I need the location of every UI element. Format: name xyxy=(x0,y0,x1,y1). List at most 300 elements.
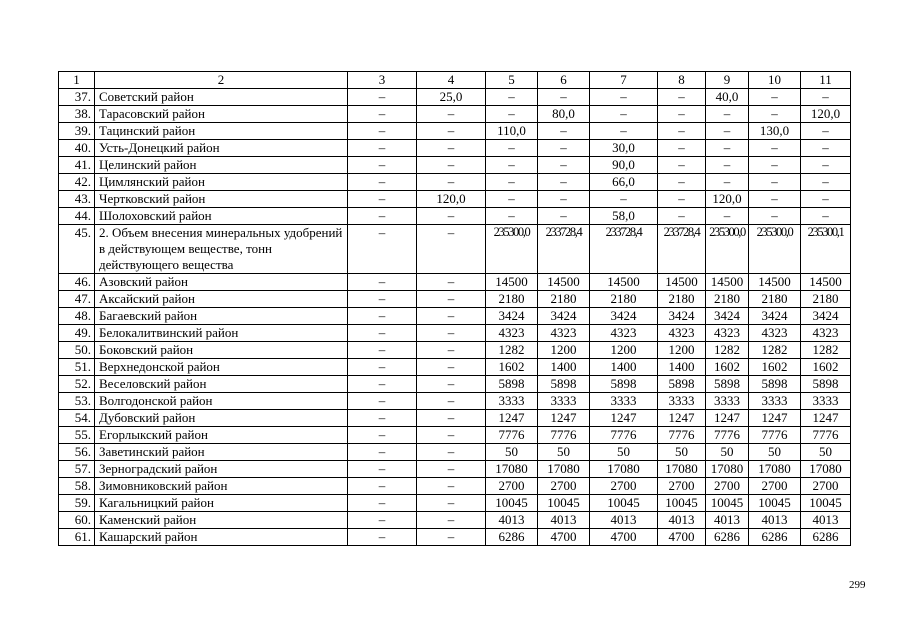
column-header: 7 xyxy=(590,72,658,89)
value-cell: 10045 xyxy=(590,495,658,512)
value-cell: 2700 xyxy=(658,478,706,495)
column-header: 6 xyxy=(538,72,590,89)
value-cell: 233728,4 xyxy=(538,225,590,274)
value-cell: – xyxy=(801,89,851,106)
value-cell: 4013 xyxy=(706,512,749,529)
value-cell: – xyxy=(749,191,801,208)
value-cell: 4700 xyxy=(590,529,658,546)
value-cell: 14500 xyxy=(590,274,658,291)
value-cell: 6286 xyxy=(706,529,749,546)
row-number: 56. xyxy=(59,444,95,461)
value-cell: 10045 xyxy=(706,495,749,512)
column-header: 8 xyxy=(658,72,706,89)
value-cell: 6286 xyxy=(801,529,851,546)
row-number: 45. xyxy=(59,225,95,274)
row-number: 48. xyxy=(59,308,95,325)
value-cell: 1247 xyxy=(706,410,749,427)
value-cell: – xyxy=(706,123,749,140)
value-cell: 50 xyxy=(706,444,749,461)
row-number: 40. xyxy=(59,140,95,157)
value-cell: 1200 xyxy=(590,342,658,359)
value-cell: – xyxy=(348,461,417,478)
value-cell: 17080 xyxy=(590,461,658,478)
row-number: 51. xyxy=(59,359,95,376)
value-cell: – xyxy=(417,359,486,376)
value-cell: – xyxy=(486,106,538,123)
value-cell: – xyxy=(801,123,851,140)
value-cell: – xyxy=(486,208,538,225)
district-name: Советский район xyxy=(95,89,348,106)
value-cell: 1400 xyxy=(538,359,590,376)
value-cell: 10045 xyxy=(538,495,590,512)
value-cell: 50 xyxy=(538,444,590,461)
value-cell: 50 xyxy=(749,444,801,461)
value-cell: 50 xyxy=(486,444,538,461)
value-cell: – xyxy=(417,393,486,410)
value-cell: 4323 xyxy=(801,325,851,342)
value-cell: 2180 xyxy=(590,291,658,308)
value-cell: – xyxy=(486,174,538,191)
district-name: Каменский район xyxy=(95,512,348,529)
value-cell: 1247 xyxy=(658,410,706,427)
table-row xyxy=(59,191,851,208)
value-cell: 3333 xyxy=(706,393,749,410)
value-cell: 1200 xyxy=(538,342,590,359)
value-cell: 3424 xyxy=(706,308,749,325)
table-row xyxy=(59,444,851,461)
value-cell: – xyxy=(801,174,851,191)
row-number: 55. xyxy=(59,427,95,444)
value-cell: 3424 xyxy=(658,308,706,325)
value-cell: – xyxy=(658,174,706,191)
table-row xyxy=(59,174,851,191)
value-cell: – xyxy=(538,123,590,140)
column-header: 1 xyxy=(59,72,95,89)
row-number: 41. xyxy=(59,157,95,174)
value-cell: – xyxy=(417,174,486,191)
value-cell: 7776 xyxy=(749,427,801,444)
value-cell: – xyxy=(348,376,417,393)
table-row xyxy=(59,225,851,274)
district-name: Цимлянский район xyxy=(95,174,348,191)
row-number: 52. xyxy=(59,376,95,393)
row-number: 37. xyxy=(59,89,95,106)
value-cell: 25,0 xyxy=(417,89,486,106)
value-cell: – xyxy=(348,191,417,208)
column-header: 4 xyxy=(417,72,486,89)
value-cell: – xyxy=(417,427,486,444)
district-name: Кашарский район xyxy=(95,529,348,546)
value-cell: 2700 xyxy=(538,478,590,495)
value-cell: – xyxy=(417,342,486,359)
value-cell: – xyxy=(348,427,417,444)
value-cell: – xyxy=(348,106,417,123)
district-name: Боковский район xyxy=(95,342,348,359)
value-cell: – xyxy=(538,208,590,225)
value-cell: – xyxy=(348,478,417,495)
value-cell: – xyxy=(417,274,486,291)
value-cell: 7776 xyxy=(706,427,749,444)
value-cell: – xyxy=(590,106,658,123)
value-cell: – xyxy=(706,140,749,157)
value-cell: – xyxy=(538,140,590,157)
value-cell: – xyxy=(538,89,590,106)
table-row xyxy=(59,529,851,546)
table-row xyxy=(59,291,851,308)
value-cell: 80,0 xyxy=(538,106,590,123)
value-cell: – xyxy=(486,140,538,157)
value-cell: 2700 xyxy=(749,478,801,495)
value-cell: – xyxy=(749,140,801,157)
value-cell: 7776 xyxy=(801,427,851,444)
value-cell: 3424 xyxy=(749,308,801,325)
value-cell: 40,0 xyxy=(706,89,749,106)
district-name: Целинский район xyxy=(95,157,348,174)
value-cell: 1247 xyxy=(749,410,801,427)
value-cell: – xyxy=(417,157,486,174)
row-number: 46. xyxy=(59,274,95,291)
value-cell: 130,0 xyxy=(749,123,801,140)
value-cell: – xyxy=(658,140,706,157)
district-name: Зимовниковский район xyxy=(95,478,348,495)
value-cell: 2180 xyxy=(801,291,851,308)
value-cell: 4013 xyxy=(590,512,658,529)
value-cell: 10045 xyxy=(486,495,538,512)
table-row xyxy=(59,106,851,123)
data-table xyxy=(58,71,851,546)
value-cell: – xyxy=(486,157,538,174)
value-cell: – xyxy=(417,140,486,157)
value-cell: – xyxy=(348,89,417,106)
value-cell: 5898 xyxy=(590,376,658,393)
value-cell: 2180 xyxy=(658,291,706,308)
value-cell: 30,0 xyxy=(590,140,658,157)
value-cell: 4013 xyxy=(658,512,706,529)
value-cell: 1247 xyxy=(486,410,538,427)
value-cell: 4013 xyxy=(801,512,851,529)
district-name: Чертковский район xyxy=(95,191,348,208)
value-cell: 1602 xyxy=(801,359,851,376)
value-cell: – xyxy=(417,529,486,546)
value-cell: 5898 xyxy=(658,376,706,393)
table-row xyxy=(59,140,851,157)
table-row xyxy=(59,376,851,393)
value-cell: – xyxy=(348,410,417,427)
value-cell: – xyxy=(801,191,851,208)
value-cell: 58,0 xyxy=(590,208,658,225)
row-number: 58. xyxy=(59,478,95,495)
value-cell: 110,0 xyxy=(486,123,538,140)
value-cell: – xyxy=(658,191,706,208)
value-cell: 17080 xyxy=(801,461,851,478)
value-cell: 66,0 xyxy=(590,174,658,191)
district-name: Кагальницкий район xyxy=(95,495,348,512)
value-cell: 17080 xyxy=(749,461,801,478)
value-cell: – xyxy=(590,191,658,208)
district-name: Волгодонской район xyxy=(95,393,348,410)
table-row xyxy=(59,478,851,495)
value-cell: – xyxy=(486,89,538,106)
table-row xyxy=(59,359,851,376)
value-cell: 2180 xyxy=(706,291,749,308)
district-name: Веселовский район xyxy=(95,376,348,393)
value-cell: 4323 xyxy=(749,325,801,342)
row-number: 53. xyxy=(59,393,95,410)
header-row xyxy=(59,72,851,89)
value-cell: – xyxy=(749,157,801,174)
value-cell: 2700 xyxy=(801,478,851,495)
table-row xyxy=(59,495,851,512)
value-cell: 10045 xyxy=(658,495,706,512)
value-cell: 14500 xyxy=(706,274,749,291)
value-cell: 4700 xyxy=(658,529,706,546)
value-cell: 3333 xyxy=(749,393,801,410)
value-cell: 4013 xyxy=(749,512,801,529)
value-cell: 233728,4 xyxy=(658,225,706,274)
value-cell: 17080 xyxy=(538,461,590,478)
table-row xyxy=(59,208,851,225)
value-cell: – xyxy=(348,495,417,512)
value-cell: 3333 xyxy=(486,393,538,410)
value-cell: – xyxy=(417,123,486,140)
value-cell: 7776 xyxy=(486,427,538,444)
row-number: 61. xyxy=(59,529,95,546)
value-cell: 1200 xyxy=(658,342,706,359)
value-cell: – xyxy=(417,410,486,427)
value-cell: 1602 xyxy=(749,359,801,376)
value-cell: – xyxy=(348,342,417,359)
value-cell: 3424 xyxy=(486,308,538,325)
value-cell: – xyxy=(417,325,486,342)
table-row xyxy=(59,427,851,444)
value-cell: 7776 xyxy=(590,427,658,444)
value-cell: 3424 xyxy=(590,308,658,325)
value-cell: 235300,1 xyxy=(801,225,851,274)
row-number: 60. xyxy=(59,512,95,529)
value-cell: – xyxy=(706,157,749,174)
value-cell: 7776 xyxy=(538,427,590,444)
value-cell: – xyxy=(348,157,417,174)
district-name: Азовский район xyxy=(95,274,348,291)
value-cell: 17080 xyxy=(486,461,538,478)
value-cell: – xyxy=(538,191,590,208)
value-cell: 6286 xyxy=(486,529,538,546)
value-cell: 4013 xyxy=(486,512,538,529)
value-cell: 14500 xyxy=(538,274,590,291)
value-cell: 120,0 xyxy=(706,191,749,208)
value-cell: 4013 xyxy=(538,512,590,529)
value-cell: – xyxy=(749,174,801,191)
value-cell: 2180 xyxy=(749,291,801,308)
value-cell: 1282 xyxy=(486,342,538,359)
column-header: 11 xyxy=(801,72,851,89)
value-cell: – xyxy=(801,140,851,157)
value-cell: 1282 xyxy=(749,342,801,359)
value-cell: 50 xyxy=(801,444,851,461)
value-cell: – xyxy=(417,208,486,225)
value-cell: – xyxy=(417,106,486,123)
table-row xyxy=(59,393,851,410)
value-cell: – xyxy=(417,376,486,393)
value-cell: 14500 xyxy=(749,274,801,291)
value-cell: 3424 xyxy=(538,308,590,325)
value-cell: 10045 xyxy=(749,495,801,512)
value-cell: 3333 xyxy=(658,393,706,410)
row-number: 59. xyxy=(59,495,95,512)
value-cell: 50 xyxy=(590,444,658,461)
value-cell: – xyxy=(348,123,417,140)
district-name: Верхнедонской район xyxy=(95,359,348,376)
value-cell: 1602 xyxy=(486,359,538,376)
table-row xyxy=(59,123,851,140)
value-cell: 5898 xyxy=(538,376,590,393)
district-name: Егорлыкский район xyxy=(95,427,348,444)
column-header: 5 xyxy=(486,72,538,89)
table-row xyxy=(59,325,851,342)
value-cell: – xyxy=(749,106,801,123)
value-cell: 2180 xyxy=(486,291,538,308)
value-cell: 1247 xyxy=(590,410,658,427)
value-cell: 14500 xyxy=(801,274,851,291)
district-name: 2. Объем внесения минеральных удобрений в действующем веществе, тонн действующего вещества xyxy=(95,225,348,274)
value-cell: – xyxy=(348,174,417,191)
row-number: 44. xyxy=(59,208,95,225)
value-cell: 2700 xyxy=(706,478,749,495)
table-row xyxy=(59,512,851,529)
value-cell: – xyxy=(417,291,486,308)
value-cell: – xyxy=(348,444,417,461)
value-cell: – xyxy=(658,157,706,174)
column-header: 2 xyxy=(95,72,348,89)
value-cell: – xyxy=(658,106,706,123)
value-cell: 3333 xyxy=(801,393,851,410)
value-cell: – xyxy=(417,512,486,529)
table-row xyxy=(59,308,851,325)
district-name: Дубовский район xyxy=(95,410,348,427)
value-cell: 2180 xyxy=(538,291,590,308)
value-cell: – xyxy=(706,208,749,225)
value-cell: – xyxy=(658,208,706,225)
value-cell: 3333 xyxy=(590,393,658,410)
value-cell: 5898 xyxy=(706,376,749,393)
value-cell: 4700 xyxy=(538,529,590,546)
value-cell: – xyxy=(348,512,417,529)
value-cell: 10045 xyxy=(801,495,851,512)
value-cell: 14500 xyxy=(486,274,538,291)
district-name: Заветинский район xyxy=(95,444,348,461)
value-cell: 14500 xyxy=(658,274,706,291)
value-cell: – xyxy=(348,225,417,274)
value-cell: 1602 xyxy=(706,359,749,376)
value-cell: – xyxy=(348,393,417,410)
district-name: Белокалитвинский район xyxy=(95,325,348,342)
value-cell: – xyxy=(801,157,851,174)
value-cell: 7776 xyxy=(658,427,706,444)
value-cell: – xyxy=(486,191,538,208)
value-cell: 120,0 xyxy=(801,106,851,123)
value-cell: – xyxy=(658,123,706,140)
value-cell: 235300,0 xyxy=(486,225,538,274)
value-cell: 120,0 xyxy=(417,191,486,208)
district-name: Багаевский район xyxy=(95,308,348,325)
value-cell: 1282 xyxy=(706,342,749,359)
value-cell: 90,0 xyxy=(590,157,658,174)
value-cell: – xyxy=(417,461,486,478)
row-number: 49. xyxy=(59,325,95,342)
value-cell: 1247 xyxy=(538,410,590,427)
row-number: 42. xyxy=(59,174,95,191)
value-cell: 50 xyxy=(658,444,706,461)
value-cell: – xyxy=(348,529,417,546)
value-cell: – xyxy=(590,89,658,106)
value-cell: 2700 xyxy=(486,478,538,495)
value-cell: – xyxy=(417,225,486,274)
value-cell: – xyxy=(348,325,417,342)
value-cell: – xyxy=(706,174,749,191)
value-cell: – xyxy=(348,291,417,308)
value-cell: – xyxy=(348,308,417,325)
value-cell: – xyxy=(348,274,417,291)
value-cell: 4323 xyxy=(706,325,749,342)
table-row xyxy=(59,410,851,427)
value-cell: 235300,0 xyxy=(749,225,801,274)
value-cell: 5898 xyxy=(801,376,851,393)
row-number: 57. xyxy=(59,461,95,478)
district-name: Шолоховский район xyxy=(95,208,348,225)
table-row xyxy=(59,274,851,291)
value-cell: 4323 xyxy=(538,325,590,342)
value-cell: 235300,0 xyxy=(706,225,749,274)
value-cell: 1400 xyxy=(658,359,706,376)
value-cell: 5898 xyxy=(749,376,801,393)
district-name: Усть-Донецкий район xyxy=(95,140,348,157)
value-cell: 17080 xyxy=(658,461,706,478)
value-cell: 3424 xyxy=(801,308,851,325)
column-header: 10 xyxy=(749,72,801,89)
value-cell: 5898 xyxy=(486,376,538,393)
table-row xyxy=(59,342,851,359)
value-cell: – xyxy=(749,89,801,106)
value-cell: 6286 xyxy=(749,529,801,546)
value-cell: 233728,4 xyxy=(590,225,658,274)
row-number: 50. xyxy=(59,342,95,359)
value-cell: – xyxy=(538,174,590,191)
value-cell: 1247 xyxy=(801,410,851,427)
value-cell: – xyxy=(417,478,486,495)
value-cell: – xyxy=(348,359,417,376)
value-cell: 1400 xyxy=(590,359,658,376)
value-cell: – xyxy=(417,495,486,512)
row-number: 54. xyxy=(59,410,95,427)
value-cell: 2700 xyxy=(590,478,658,495)
row-number: 38. xyxy=(59,106,95,123)
value-cell: 3333 xyxy=(538,393,590,410)
value-cell: 4323 xyxy=(658,325,706,342)
district-name: Аксайский район xyxy=(95,291,348,308)
row-number: 43. xyxy=(59,191,95,208)
column-header: 9 xyxy=(706,72,749,89)
value-cell: – xyxy=(417,308,486,325)
value-cell: 4323 xyxy=(590,325,658,342)
table-row xyxy=(59,89,851,106)
table-row xyxy=(59,461,851,478)
value-cell: – xyxy=(538,157,590,174)
value-cell: – xyxy=(658,89,706,106)
value-cell: – xyxy=(801,208,851,225)
district-name: Тарасовский район xyxy=(95,106,348,123)
value-cell: – xyxy=(590,123,658,140)
row-number: 39. xyxy=(59,123,95,140)
